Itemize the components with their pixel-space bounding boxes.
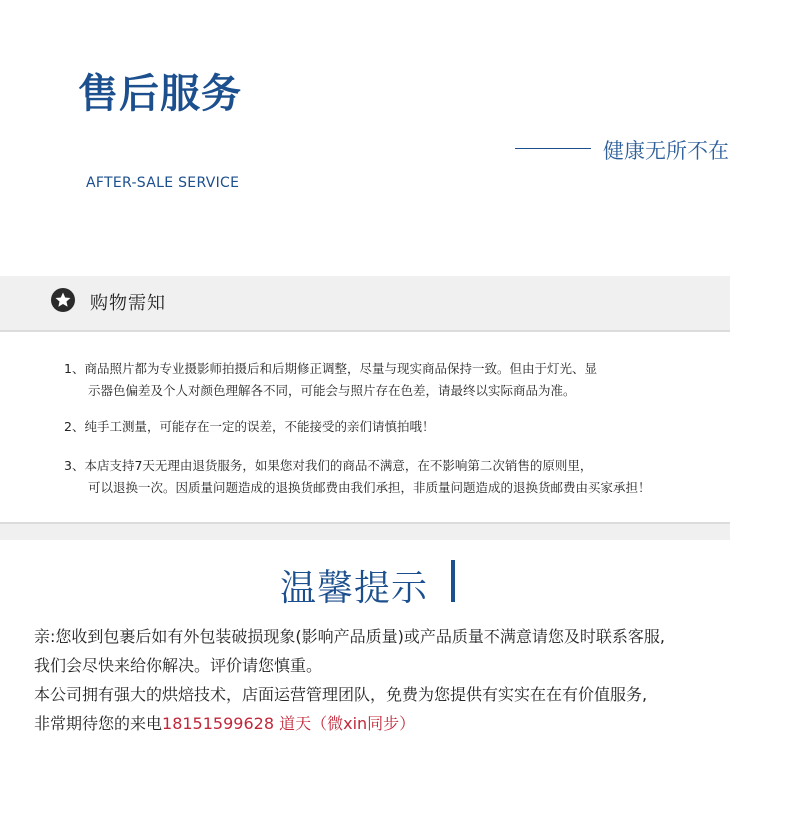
notice-item-2	[64, 416, 724, 438]
notice-item-3-line1: 3、本店支持7天无理由退货服务，如果您对我们的商品不满意，在不影响第二次销售的原则里，	[64, 458, 593, 473]
tips-line-4-prefix: 非常期待您的来电	[34, 714, 163, 733]
shopping-notice-panel	[0, 276, 730, 540]
notice-item-1-line1: 1、商品照片都为专业摄影师拍摄后和后期修正调整，尽量与现实商品保持一致。但由于灯光、显	[64, 361, 597, 376]
tips-line-4	[34, 713, 774, 735]
tips-line-2: 我们会尽快来给你解决。评价请您慎重。	[34, 656, 323, 675]
slogan: 健康无所不在	[603, 139, 729, 163]
notice-item-3	[64, 455, 724, 499]
tips-title-bar	[451, 560, 455, 602]
page-subtitle: AFTER-SALE SERVICE	[86, 175, 240, 191]
notice-body	[0, 332, 730, 524]
notice-item-2-line1: 2、纯手工测量，可能存在一定的误差，不能接受的亲们请慎拍哦！	[64, 419, 435, 434]
notice-title: 购物需知	[90, 293, 166, 314]
tips-title: 温馨提示	[280, 568, 429, 609]
slogan-divider	[515, 148, 591, 149]
tips-line-3: 本公司拥有强大的烘焙技术，店面运营管理团队，免费为您提供有实实在在有价值服务,	[34, 685, 648, 704]
notice-header	[0, 276, 730, 332]
notice-item-3-line2: 可以退换一次。因质量问题造成的退换货邮费由我们承担，非质量问题造成的退换货邮费由买家承担！	[88, 480, 651, 495]
contact-phone: 18151599628	[162, 714, 274, 733]
tips-line-1: 亲:您收到包裹后如有外包装破损现象(影响产品质量)或产品质量不满意请您及时联系客服,	[34, 627, 665, 646]
notice-item-1-line2: 示器色偏差及个人对颜色理解各不同，可能会与照片存在色差，请最终以实际商品为准。	[88, 383, 576, 398]
contact-name: 道天（微xin同步）	[279, 714, 416, 733]
page-title: 售后服务	[78, 71, 242, 117]
star-icon	[51, 288, 75, 312]
notice-item-1	[64, 358, 724, 402]
